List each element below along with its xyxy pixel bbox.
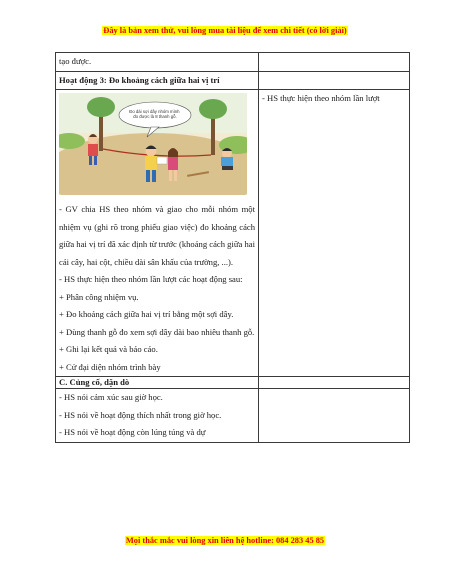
activity3-heading-right-cell: [259, 71, 410, 90]
children-measuring-illustration: [59, 93, 247, 195]
table-row: [56, 71, 410, 90]
activity3-paragraph: + Đo khoảng cách giữa hai vị trí bằng một sợi dây.: [59, 309, 234, 319]
section-c-paragraph: - HS nói về hoạt động còn lúng túng và dự: [59, 427, 206, 437]
hotline-text: Mọi thắc mắc vui lòng xin liên hệ hotline: 084 283 45 85: [125, 536, 325, 545]
activity3-heading-cell: [56, 71, 259, 90]
section-c-heading: C. Củng cố, dặn dò: [59, 377, 130, 387]
student-activity-text: - HS thực hiện theo nhóm lần lượt: [262, 93, 380, 103]
hotline-banner: [0, 536, 450, 545]
table-row: [56, 377, 410, 389]
activity3-paragraph: + Dùng thanh gỗ đo xem sợi dây dài bao nhiêu thanh gỗ.: [59, 326, 255, 337]
activity3-paragraph: + Ghi lại kết quả và báo cáo.: [59, 344, 158, 354]
row-intro-right-cell: [259, 53, 410, 72]
section-c-heading-right-cell: [259, 377, 410, 389]
section-c-heading-cell: [56, 377, 259, 389]
speech-bubble-text: Đo dài sợi dây nhóm mình đo được là 8 thanh gỗ.: [129, 109, 180, 119]
activity3-paragraph: + Cử đại diện nhóm trình bày: [59, 361, 161, 372]
activity3-student-cell: [259, 90, 410, 377]
table-row: [56, 389, 410, 443]
section-c-paragraph: - HS nói cảm xúc sau giờ học.: [59, 392, 163, 402]
section-c-paragraph: - HS nói về hoạt động thích nhất trong giờ học.: [59, 409, 222, 420]
preview-notice-text: Đây là bản xem thử, vui lòng mua tài liệu để xem chi tiết (có lời giải): [103, 26, 347, 35]
table-row: [56, 53, 410, 72]
intro-text: tạo được.: [59, 56, 92, 66]
section-c-right-cell: [259, 389, 410, 443]
activity3-content-cell: [56, 90, 259, 377]
activity3-heading: Hoạt động 3: Đo khoảng cách giữa hai vị trí: [59, 74, 220, 85]
activity3-paragraph: - GV chia HS theo nhóm và giao cho mỗi nhóm một nhiệm vụ (ghi rõ trong phiếu giao việc) đo khoảng cách giữa hai vị trí đã xác định từ trước (khoảng cách giữa hai cái cây, hai cột, chiều dài sân khấu của trường, ...).: [59, 204, 255, 267]
lesson-plan-table: [55, 52, 410, 443]
preview-notice-banner: [0, 26, 450, 35]
table-row: [56, 90, 410, 377]
activity3-paragraph: - HS thực hiện theo nhóm lần lượt các hoạt động sau:: [59, 274, 243, 284]
activity3-paragraph: + Phân công nhiệm vụ.: [59, 291, 139, 302]
section-c-content-cell: [56, 389, 259, 443]
row-intro-left-cell: [56, 53, 259, 72]
